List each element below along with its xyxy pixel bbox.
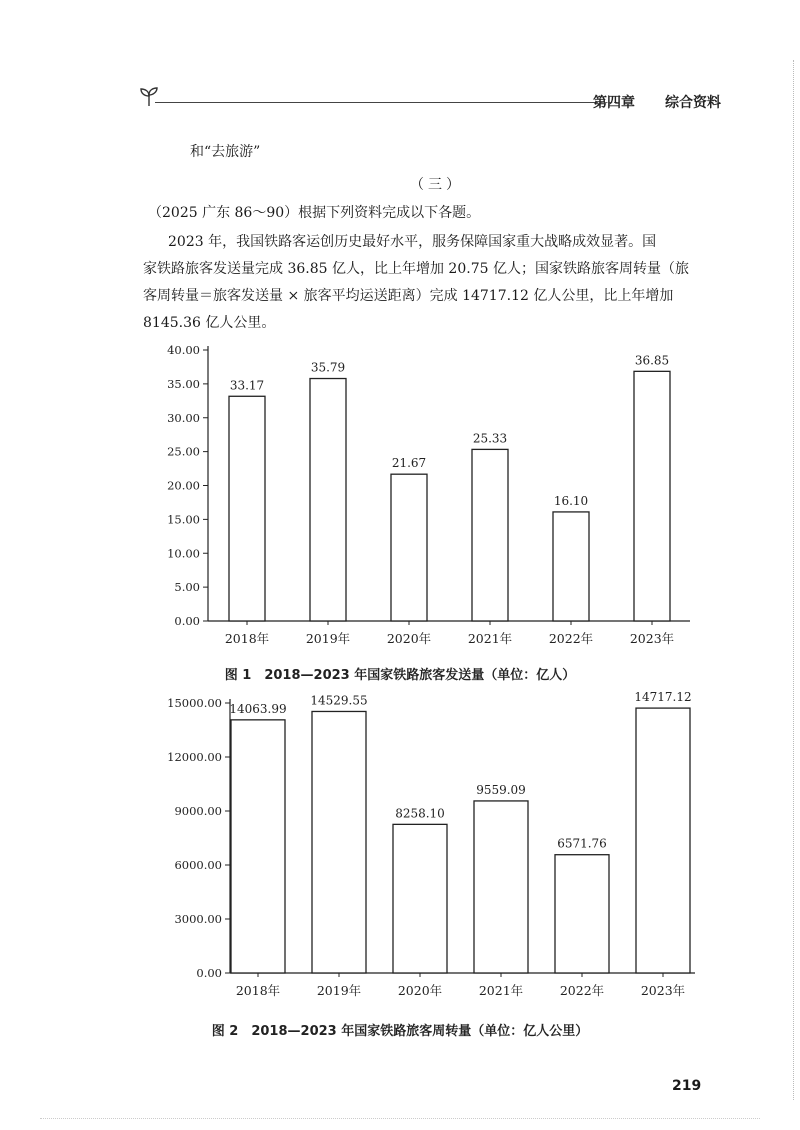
y-tick-label: 3000.00 [174, 912, 222, 926]
page-number: 219 [672, 1078, 702, 1094]
chart-passenger-turnover [0, 685, 800, 1015]
y-tick-label: 6000.00 [174, 858, 222, 872]
x-tick-label: 2020年 [397, 983, 443, 998]
bar-value-label: 8258.10 [395, 806, 445, 821]
bar-value-label: 35.79 [310, 360, 346, 375]
paragraph-line: 2023 年，我国铁路客运创历史最好水平，服务保障国家重大战略成效显著。国 [168, 234, 657, 250]
page-header [133, 82, 733, 112]
lead-text: 和“去旅游” [190, 144, 261, 160]
bar-value-label: 9559.09 [476, 782, 526, 797]
x-tick-label: 2023年 [629, 631, 675, 646]
y-tick-label: 15000.00 [167, 696, 222, 710]
x-tick-label: 2021年 [467, 631, 513, 646]
x-tick-label: 2018年 [224, 631, 270, 646]
bar-value-label: 33.17 [229, 378, 265, 393]
question-source: （2025 广东 86～90）根据下列资料完成以下各题。 [148, 205, 481, 221]
bar-value-label: 21.67 [391, 456, 427, 471]
x-tick-label: 2019年 [305, 631, 351, 646]
x-tick-label: 2018年 [235, 983, 281, 998]
chart-1-svg [0, 335, 800, 655]
chart-2-caption: 图 2 2018—2023 年国家铁路旅客周转量（单位：亿人公里） [211, 1024, 589, 1039]
scan-edge [791, 60, 794, 1100]
bar-value-label: 14717.12 [634, 690, 692, 705]
bar [555, 855, 609, 973]
y-tick-label: 0.00 [196, 966, 222, 980]
bar-value-label: 14063.99 [229, 701, 287, 716]
x-tick-label: 2022年 [548, 631, 594, 646]
bar [391, 474, 427, 621]
bar [553, 512, 589, 621]
section-title: （三） [410, 177, 464, 193]
bar [231, 720, 285, 973]
y-tick-label: 35.00 [167, 376, 200, 391]
bar [474, 801, 528, 973]
chart-1-caption: 图 1 2018—2023 年国家铁路旅客发送量（单位：亿人） [224, 668, 576, 683]
x-tick-label: 2020年 [386, 631, 432, 646]
bar-value-label: 16.10 [553, 493, 589, 508]
bar-value-label: 14529.55 [310, 693, 368, 708]
bar [393, 824, 447, 973]
bar [634, 371, 670, 621]
y-tick-label: 25.00 [167, 444, 200, 459]
y-tick-label: 12000.00 [167, 750, 222, 764]
paragraph-line: 家铁路旅客发送量完成 36.85 亿人，比上年增加 20.75 亿人；国家铁路旅客周转量（旅 [143, 261, 689, 277]
y-tick-label: 9000.00 [174, 804, 222, 818]
paragraph-line: 客周转量＝旅客发送量 × 旅客平均运送距离）完成 14717.12 亿人公里，比上年增加 [143, 288, 674, 304]
bar-value-label: 36.85 [634, 353, 670, 368]
x-tick-label: 2023年 [640, 983, 686, 998]
y-tick-label: 20.00 [167, 478, 200, 493]
bar [312, 711, 366, 973]
x-tick-label: 2022年 [559, 983, 605, 998]
bar-value-label: 25.33 [472, 431, 508, 446]
header-rule [155, 102, 595, 103]
chart-2-svg [0, 685, 800, 1015]
chapter-title: 综合资料 [665, 95, 721, 111]
bar [636, 708, 690, 973]
y-tick-label: 5.00 [174, 580, 200, 595]
y-tick-label: 0.00 [174, 614, 200, 628]
chapter-label: 第四章 [593, 95, 635, 111]
x-tick-label: 2019年 [316, 983, 362, 998]
bar [472, 449, 508, 621]
y-tick-label: 30.00 [167, 410, 200, 425]
y-tick-label: 40.00 [167, 343, 200, 357]
bar [310, 379, 346, 621]
sprout-icon [137, 84, 161, 108]
y-tick-label: 15.00 [167, 512, 200, 527]
chart-passenger-volume [0, 335, 800, 655]
y-tick-label: 10.00 [167, 546, 200, 561]
paragraph-line: 8145.36 亿人公里。 [143, 315, 276, 331]
x-tick-label: 2021年 [478, 983, 524, 998]
bar-value-label: 6571.76 [557, 836, 607, 851]
bar [229, 396, 265, 621]
scan-bottom-edge [40, 1118, 760, 1119]
